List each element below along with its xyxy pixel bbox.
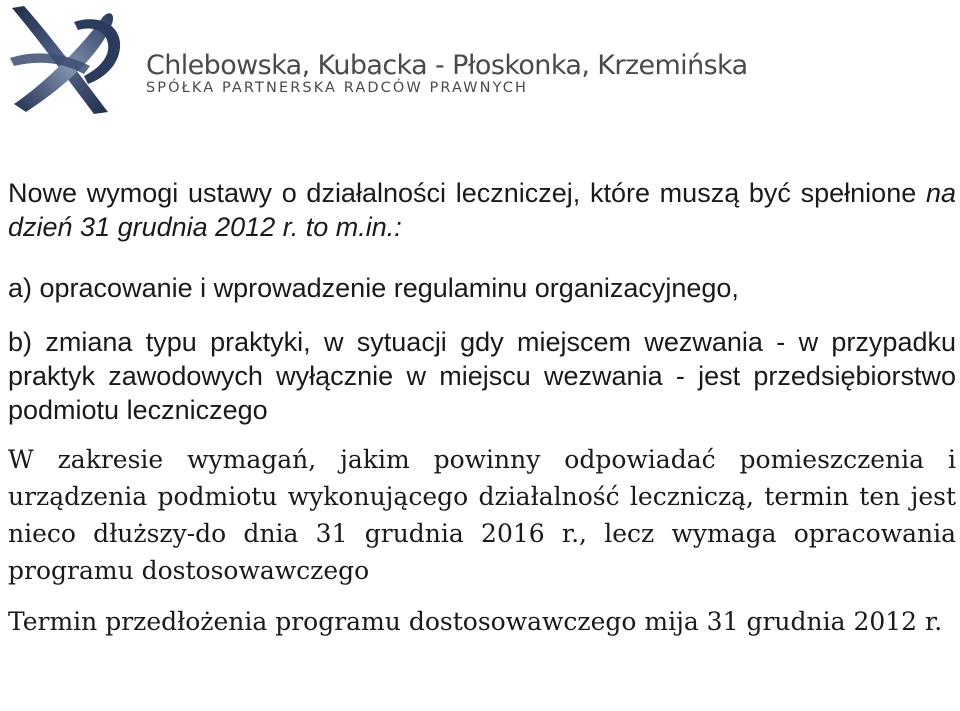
ribbon-logo-icon <box>4 4 132 120</box>
firm-name: Chlebowska, Kubacka - Płoskonka, Krzemińska <box>146 50 748 81</box>
item-b: b) zmiana typu praktyki, w sytuacji gdy miejscem wezwania - w przypadku praktyk zawodowych wyłącznie w miejscu wezwania - jest przedsiębiorstwo podmiotu leczniczego <box>8 327 956 425</box>
firm-subtitle: SPÓŁKA PARTNERSKA RADCÓW PRAWNYCH <box>146 80 528 96</box>
intro-paragraph <box>8 176 956 244</box>
intro-italic: na dzień 31 grudnia 2012 r. to m.in.: <box>8 178 956 242</box>
letterhead <box>0 0 960 130</box>
premises-paragraph: W zakresie wymagań, jakim powinny odpowiadać pomieszczenia i urządzenia podmiotu wykonującego działalność leczniczą, termin ten jest nieco dłuższy-do dnia 31 grudnia 2016 r., lecz wymaga opracowania programu dostosowawczego <box>8 445 956 585</box>
item-a: a) opracowanie i wprowadzenie regulaminu organizacyjnego, <box>8 273 739 303</box>
intro-text: Nowe wymogi ustawy o działalności leczniczej, które muszą być spełnione <box>8 178 926 208</box>
deadline-paragraph: Termin przedłożenia programu dostosowawczego mija 31 grudnia 2012 r. <box>8 607 943 636</box>
document-body <box>8 176 956 640</box>
